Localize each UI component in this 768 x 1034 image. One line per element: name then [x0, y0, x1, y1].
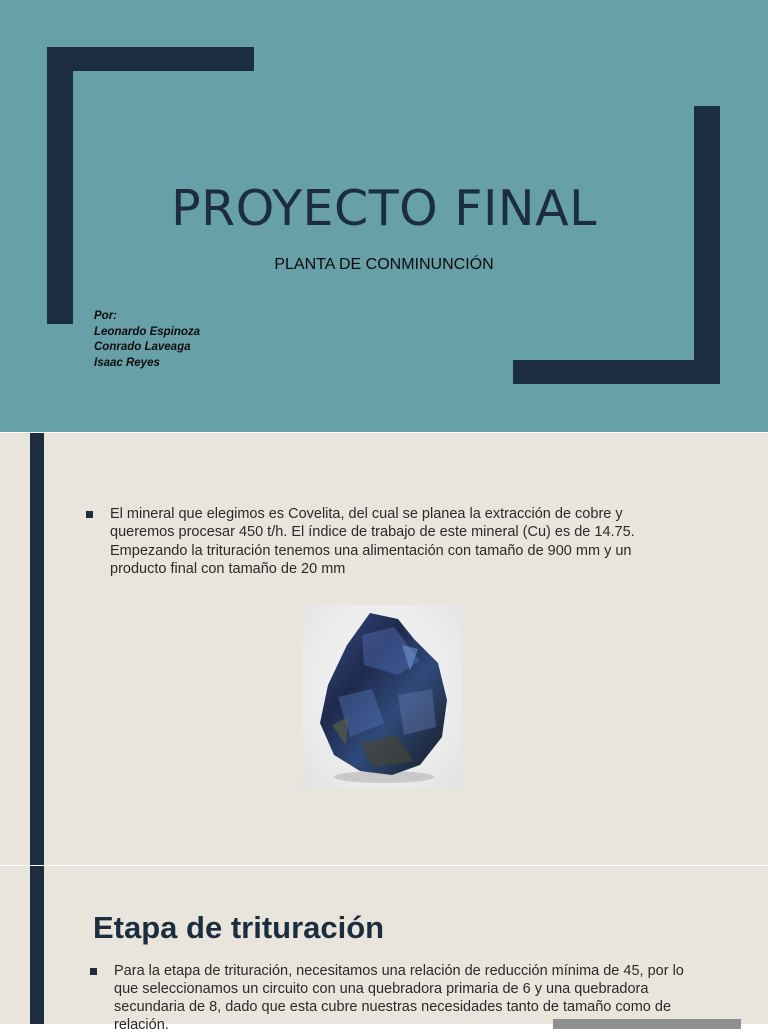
mineral-description: El mineral que elegimos es Covelita, del cual se planea la extracción de cobre y queremos procesar 450 t/h. El índice de trabajo de este mineral (Cu) es de 14.75. Empezando la trituración tenemos una alimentación con tamaño de 900 mm y un producto final con tamaño de 20 mm [110, 506, 635, 577]
frame-bottom-right-horizontal [513, 360, 720, 384]
authors-label: Por: [94, 310, 117, 322]
slide-title: PROYECTO FINAL [171, 180, 597, 237]
slide-subtitle: PLANTA DE CONMINUNCIÓN [274, 256, 494, 273]
mineral-rock-icon [302, 605, 462, 789]
frame-bottom-right-vertical [694, 106, 720, 384]
covellite-mineral-image [302, 605, 462, 789]
square-bullet-icon [90, 968, 97, 975]
frame-top-left-horizontal [47, 47, 254, 71]
author-name: Conrado Laveaga [94, 341, 191, 353]
mineral-slide [0, 433, 768, 865]
accent-sidebar-bar [30, 433, 44, 865]
title-slide [0, 0, 768, 432]
authors-block [94, 309, 200, 371]
crusher-image [553, 1019, 741, 1029]
author-name: Isaac Reyes [94, 356, 160, 369]
author-name: Leonardo Espinoza [94, 325, 201, 338]
crushing-slide [0, 866, 768, 1033]
square-bullet-icon [86, 511, 93, 518]
section-heading: Etapa de trituración [93, 910, 385, 945]
accent-sidebar-bar [30, 866, 44, 1024]
crushing-description: Para la etapa de trituración, necesitamos una relación de reducción mínima de 45, por lo que seleccionamos un circuito con una quebradora primaria de 6 y una quebradora secundaria de 8, dado que esta cubre nuestras necesidades tanto de tamaño como de relación. [114, 963, 684, 1033]
list-item [86, 505, 686, 578]
